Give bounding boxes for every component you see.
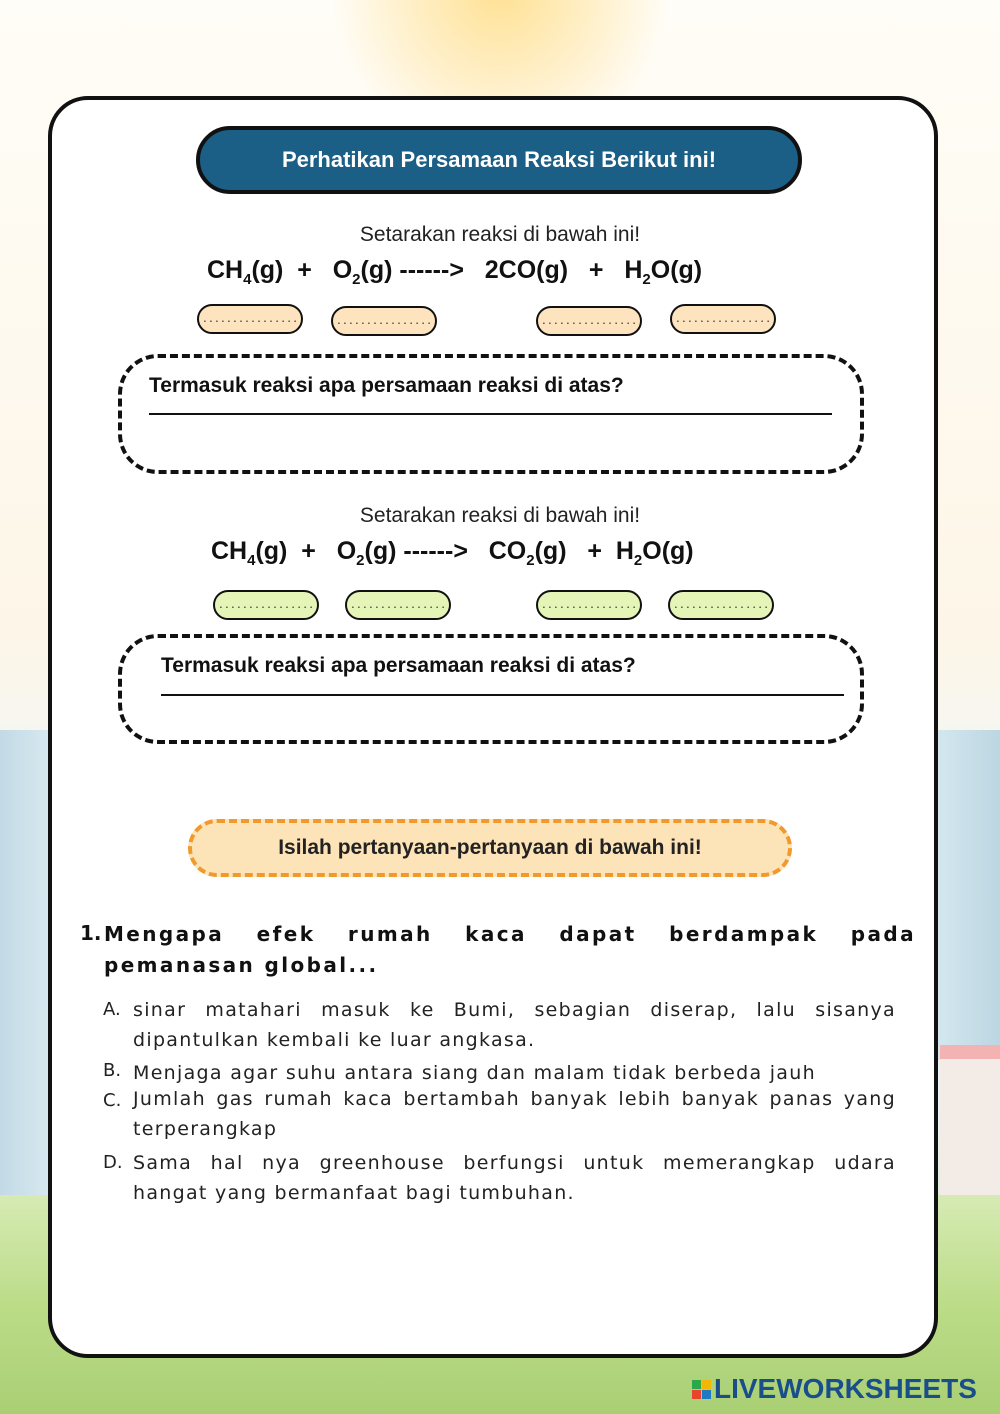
option-b-text[interactable]: Menjaga agar suhu antara siang dan malam tidak berbeda jauh bbox=[133, 1062, 816, 1084]
reaction2-blank-1[interactable]: ................ bbox=[213, 590, 319, 620]
reaction1-answer-line[interactable] bbox=[149, 413, 832, 415]
reaction2-blank-2[interactable]: ................ bbox=[345, 590, 451, 620]
reaction1-question-box bbox=[118, 354, 864, 474]
liveworksheets-logo-icon bbox=[692, 1380, 711, 1399]
reaction1-blank-2[interactable]: ................ bbox=[331, 306, 437, 336]
header-banner: Perhatikan Persamaan Reaksi Berikut ini! bbox=[196, 126, 802, 194]
reaction2-blank-3[interactable]: ................ bbox=[536, 590, 642, 620]
reaction2-equation: $CH_4(g) + O_2(g)$ ------> $CO_2(g) + H_2O(g)$ bbox=[211, 537, 694, 569]
reaction1-instruction: Setarakan reaksi di bawah ini! bbox=[359, 223, 641, 246]
reaction1-blank-3[interactable]: ................ bbox=[536, 306, 642, 336]
brand-name: LIVEWORKSHEETS bbox=[714, 1373, 977, 1404]
reaction2-answer-line[interactable] bbox=[161, 694, 844, 696]
reaction2-question: Termasuk reaksi apa persamaan reaksi di atas? bbox=[161, 654, 636, 677]
reaction1-question: Termasuk reaksi apa persamaan reaksi di atas? bbox=[149, 374, 624, 397]
option-d-text[interactable]: Sama hal nya greenhouse berfungsi untuk memerangkap udara hangat yang bermanfaat bagi tumbuhan. bbox=[133, 1152, 896, 1204]
section2-banner: Isilah pertanyaan-pertanyaan di bawah ini! bbox=[188, 819, 792, 877]
reaction1-blank-4[interactable]: ................ bbox=[670, 304, 776, 334]
reaction2-question-box bbox=[118, 634, 864, 744]
option-b-letter[interactable]: B. bbox=[103, 1060, 122, 1081]
building-right-decoration bbox=[935, 730, 1000, 1060]
reaction2-instruction: Setarakan reaksi di bawah ini! bbox=[359, 504, 641, 527]
reaction2-blank-4[interactable]: ................ bbox=[668, 590, 774, 620]
question1-number: 1. bbox=[80, 921, 102, 945]
option-c-text[interactable]: Jumlah gas rumah kaca bertambah banyak lebih banyak panas yang terperangkap bbox=[133, 1088, 896, 1140]
reaction1-equation: $CH_4(g) + O_2(g)$ ------> $2CO(g) + H_2O(g)$ bbox=[207, 256, 703, 288]
reaction1-blank-1[interactable]: ................ bbox=[197, 304, 303, 334]
option-c-letter[interactable]: C. bbox=[103, 1090, 122, 1111]
option-a-text[interactable]: sinar matahari masuk ke Bumi, sebagian diserap, lalu sisanya dipantulkan kembali ke luar angkasa. bbox=[133, 999, 896, 1051]
liveworksheets-brand[interactable] bbox=[692, 1374, 977, 1404]
option-d-letter[interactable]: D. bbox=[103, 1152, 123, 1173]
question1-text: Mengapa efek rumah kaca dapat berdampak pada pemanasan global... bbox=[104, 922, 916, 977]
option-a-letter[interactable]: A. bbox=[103, 999, 121, 1020]
